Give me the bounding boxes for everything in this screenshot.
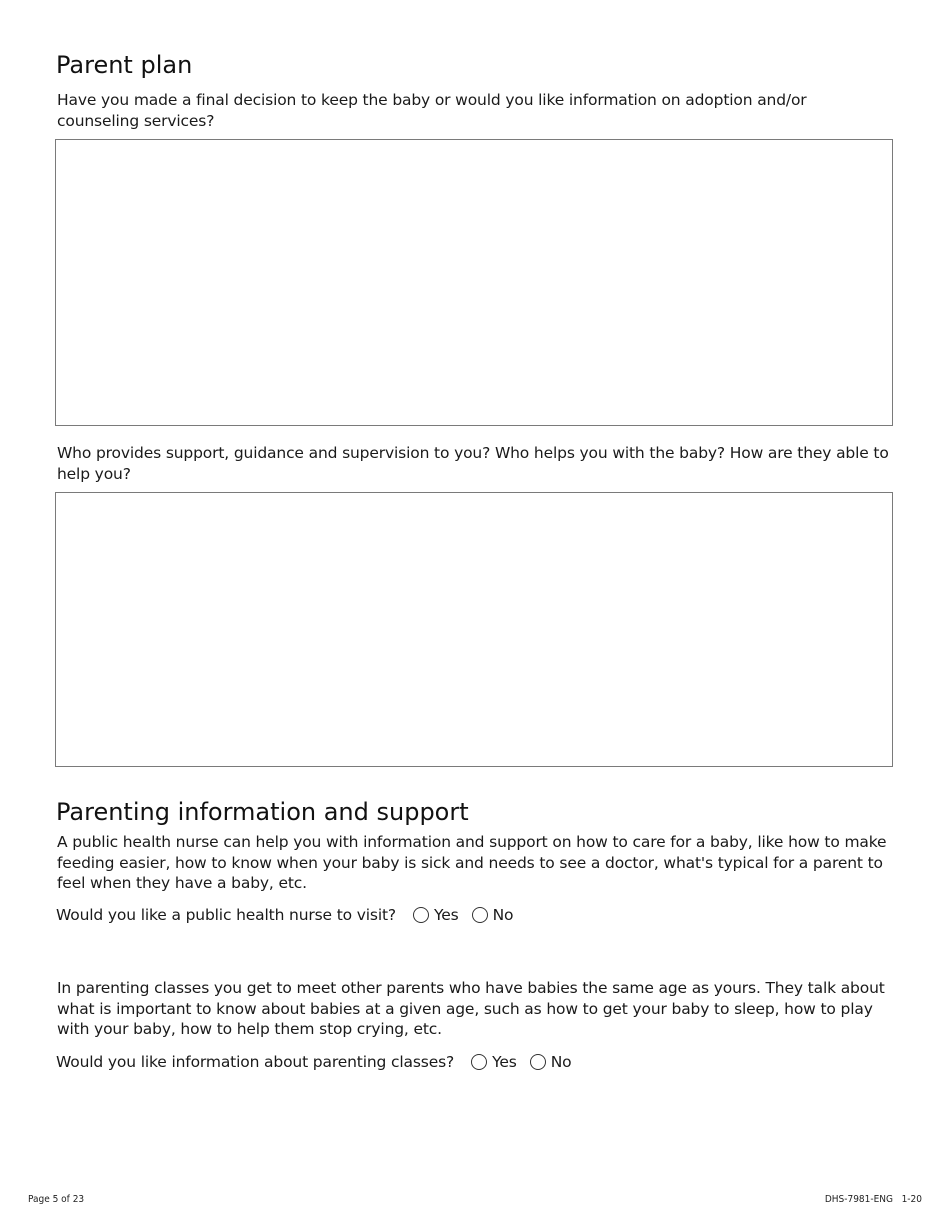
nurse-visit-no-label: No — [492, 906, 514, 924]
nurse-visit-no-option[interactable] — [472, 905, 514, 925]
nurse-visit-no-radio[interactable] — [472, 907, 488, 923]
question-support-guidance: Who provides support, guidance and supervision to you? Who helps you with the baby? How are they able to help you? — [57, 444, 889, 483]
nurse-visit-question-row — [56, 905, 526, 925]
parenting-classes-no-option[interactable] — [530, 1052, 572, 1072]
parenting-classes-yes-option[interactable] — [471, 1052, 517, 1072]
section-title-parent-plan: Parent plan — [56, 51, 193, 79]
final-decision-answer-field[interactable] — [55, 139, 893, 426]
classes-description: In parenting classes you get to meet other parents who have babies the same age as yours. They talk about what is important to know about babies at a given age, such as how to get your baby to sleep, how to play with your baby, how to help them stop crying, etc. — [57, 979, 885, 1038]
support-guidance-answer-field[interactable] — [55, 492, 893, 767]
nurse-visit-yes-radio[interactable] — [413, 907, 429, 923]
nurse-visit-yes-label: Yes — [434, 906, 459, 924]
nurse-visit-question: Would you like a public health nurse to visit? — [56, 906, 396, 924]
form-id: DHS-7981-ENG 1-20 — [824, 1194, 922, 1205]
parenting-classes-question: Would you like information about parenting classes? — [56, 1053, 455, 1071]
parenting-classes-yes-radio[interactable] — [471, 1054, 487, 1070]
parenting-classes-no-label: No — [550, 1053, 572, 1071]
page-number: Page 5 of 23 — [28, 1194, 85, 1205]
parenting-classes-yes-label: Yes — [492, 1053, 517, 1071]
nurse-visit-yes-option[interactable] — [413, 905, 459, 925]
parenting-classes-no-radio[interactable] — [530, 1054, 546, 1070]
question-final-decision: Have you made a final decision to keep the baby or would you like information on adoption and/or counseling services? — [57, 91, 807, 130]
section-title-parenting-information: Parenting information and support — [56, 798, 469, 826]
nurse-description: A public health nurse can help you with information and support on how to care for a baby, like how to make feeding easier, how to know when your baby is sick and needs to see a doctor, what's typical for a parent to feel when they have a baby, etc. — [57, 833, 887, 892]
parenting-classes-question-row — [56, 1052, 584, 1072]
